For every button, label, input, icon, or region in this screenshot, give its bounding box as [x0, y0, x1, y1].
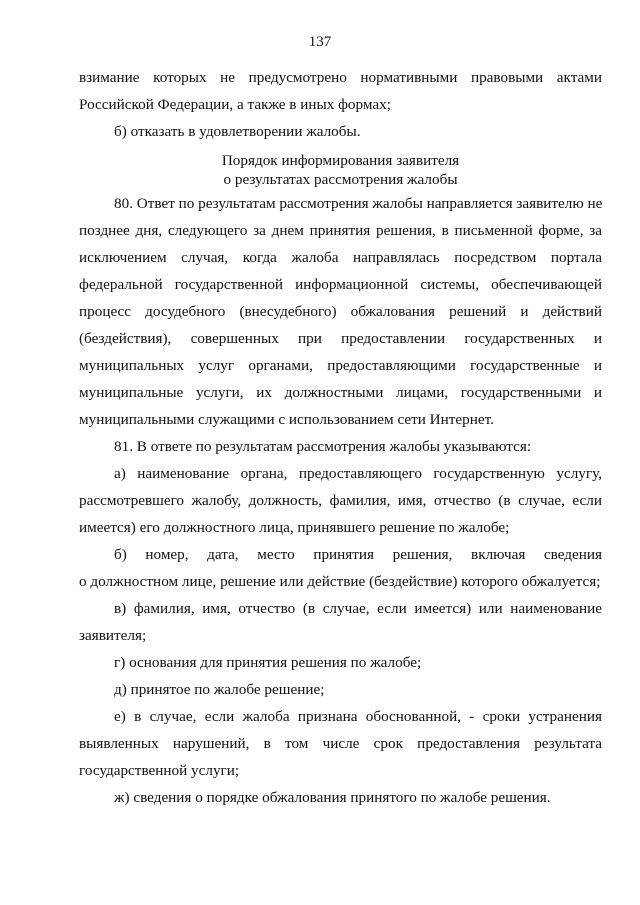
list-item-b-line: б) номер, дата, место принятия решения, включая сведения — [114, 546, 602, 563]
list-item-e-line: выявленных нарушений, в том числе срок предоставления результата — [79, 735, 602, 752]
list-item-v-line: заявителя; — [79, 627, 147, 644]
list-item-e-line: государственной услуги; — [79, 762, 240, 779]
paragraph-80-line: федеральной государственной информационной системы, обеспечивающей — [79, 276, 602, 293]
list-item-a-line: рассмотревшего жалобу, должность, фамилия, имя, отчество (в случае, если — [79, 492, 602, 509]
paragraph-80-line: позднее дня, следующего за днем принятия решения, в письменной форме, за — [79, 222, 602, 239]
paragraph-80-line: муниципальные услуги, их должностными лицами, государственными и — [79, 384, 602, 401]
section-heading-line-1: Порядок информирования заявителя — [221, 152, 460, 169]
paragraph-80-line: муниципальных услуг органами, предоставляющими государственные и — [79, 357, 602, 374]
document-body — [79, 64, 602, 811]
list-item-g: г) основания для принятия решения по жалобе; — [114, 654, 422, 671]
section-heading-line-2: о результатах рассмотрения жалобы — [223, 171, 458, 188]
text-line: взимание которых не предусмотрено нормативными правовыми актами — [79, 69, 602, 86]
list-item-e-line: е) в случае, если жалоба признана обоснованной, - сроки устранения — [114, 708, 602, 725]
paragraph-80-line: муниципальными служащими с использованием сети Интернет. — [79, 411, 494, 428]
list-item-b-reject: б) отказать в удовлетворении жалобы. — [114, 123, 361, 140]
paragraph-80-line: исключением случая, когда жалоба направлялась посредством портала — [79, 249, 602, 266]
list-item-a-line: имеется) его должностного лица, принявшего решение по жалобе; — [79, 519, 510, 536]
section-heading — [79, 151, 602, 189]
paragraph-80-line: процесс досудебного (внесудебного) обжалования решений и действий — [79, 303, 602, 320]
paragraph-81: 81. В ответе по результатам рассмотрения жалобы указываются: — [114, 438, 532, 455]
list-item-d: д) принятое по жалобе решение; — [114, 681, 325, 698]
list-item-a-line: а) наименование органа, предоставляющего государственную услугу, — [114, 465, 602, 482]
page-number: 137 — [308, 34, 332, 50]
list-item-v-line: в) фамилия, имя, отчество (в случае, если имеется) или наименование — [114, 600, 602, 617]
list-item-zh: ж) сведения о порядке обжалования принятого по жалобе решения. — [114, 789, 551, 806]
list-item-b-line: о должностном лице, решение или действие (бездействие) которого обжалуется; — [79, 573, 601, 590]
paragraph-80-line: 80. Ответ по результатам рассмотрения жалобы направляется заявителю не — [114, 195, 603, 212]
paragraph-80-line: (бездействия), совершенных при предоставлении государственных и — [79, 330, 602, 347]
text-line: Российской Федерации, а также в иных формах; — [79, 96, 391, 113]
